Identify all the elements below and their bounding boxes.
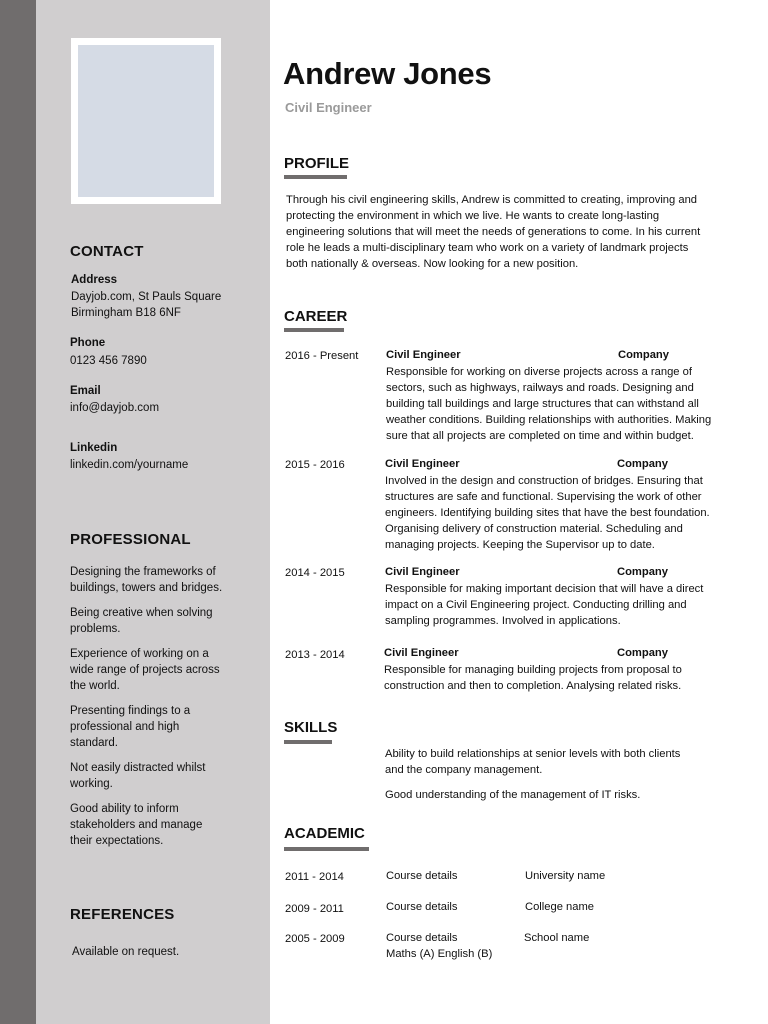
- photo-placeholder: [78, 45, 214, 197]
- academic-underline: [284, 847, 369, 851]
- career-description: Responsible for making important decision that will have a direct impact on a Civil Engineering project. Conducting drilling and sampling programmes. Involved in applications.: [385, 583, 704, 627]
- skills-item: Good understanding of the management of IT risks.: [385, 789, 641, 801]
- academic-institution: University name: [525, 870, 606, 882]
- professional-item: Experience of working on a wide range of projects across the world.: [70, 648, 220, 692]
- professional-item: Not easily distracted whilst working.: [70, 762, 206, 790]
- address-line-1: Dayjob.com, St Pauls Square: [71, 291, 222, 303]
- career-description: Involved in the design and construction of bridges. Ensuring that structures are safe and functional. Supervising the work of other engineers. Identifying building sites that have the best foundation. Organising delivery of construction material. Scheduling and managing projects. Keeping the Supervisor up to date.: [385, 475, 710, 551]
- references-heading: REFERENCES: [70, 906, 175, 923]
- academic-course: Course details: [386, 932, 458, 944]
- professional-item: Good ability to inform stakeholders and manage their expectations.: [70, 803, 203, 847]
- academic-heading: ACADEMIC: [284, 825, 365, 842]
- career-dates: 2015 - 2016: [285, 459, 345, 471]
- email-label: Email: [70, 385, 101, 397]
- contact-heading: CONTACT: [70, 243, 144, 260]
- professional-heading: PROFESSIONAL: [70, 531, 191, 548]
- profile-heading: PROFILE: [284, 155, 350, 172]
- career-company: Company: [617, 566, 668, 578]
- phone-label: Phone: [70, 337, 106, 349]
- profile-photo: [71, 38, 221, 204]
- address-line-2: Birmingham B18 6NF: [71, 307, 181, 319]
- job-title: Civil Engineer: [285, 100, 372, 115]
- skills-item: Ability to build relationships at senior levels with both clients and the company management.: [385, 748, 681, 776]
- professional-item: Presenting findings to a professional and high standard.: [70, 705, 191, 749]
- career-dates: 2013 - 2014: [285, 649, 345, 661]
- references-text: Available on request.: [72, 946, 180, 958]
- academic-course: Course details: [386, 870, 458, 882]
- career-role: Civil Engineer: [384, 647, 459, 659]
- skills-heading: SKILLS: [284, 719, 338, 736]
- phone-value: 0123 456 7890: [70, 355, 147, 367]
- academic-dates: 2009 - 2011: [285, 903, 344, 915]
- career-role: Civil Engineer: [385, 458, 460, 470]
- professional-item: Designing the frameworks of buildings, towers and bridges.: [70, 566, 223, 594]
- email-link[interactable]: info@dayjob.com: [70, 402, 160, 414]
- career-description: Responsible for working on diverse projects across a range of sectors, such as highways, railways and roads. Designing and building tall buildings and large structures that can withstand all weather conditions. Building relationships with authorities. Making sure that all projects are completed on time and within budget.: [386, 366, 712, 442]
- career-dates: 2016 - Present: [285, 350, 359, 362]
- linkedin-label: Linkedin: [70, 442, 118, 454]
- career-company: Company: [618, 349, 669, 361]
- skills-underline: [284, 740, 332, 744]
- profile-underline: [284, 175, 347, 179]
- academic-dates: 2005 - 2009: [285, 933, 345, 945]
- profile-text: Through his civil engineering skills, Andrew is committed to creating, improving and protecting the environment in which we live. He wants to create long-lasting engineering solutions that will meet the needs of generations to come. In his current role he leads a multi-disciplinary team who work on a variety of landmark projects both nationally & overseas. Now looking for a new position.: [286, 194, 701, 270]
- career-role: Civil Engineer: [386, 349, 461, 361]
- left-accent-strip: [0, 0, 36, 1024]
- career-description: Responsible for managing building projects from proposal to construction and then to completion. Analysing related risks.: [384, 664, 682, 692]
- academic-institution: School name: [524, 932, 590, 944]
- academic-course: Course details: [386, 901, 458, 913]
- career-company: Company: [617, 458, 668, 470]
- candidate-name: Andrew Jones: [283, 56, 492, 91]
- career-underline: [284, 328, 344, 332]
- professional-item: Being creative when solving problems.: [70, 607, 213, 635]
- career-company: Company: [617, 647, 668, 659]
- academic-extra: Maths (A) English (B): [386, 948, 493, 960]
- career-dates: 2014 - 2015: [285, 567, 345, 579]
- academic-institution: College name: [525, 901, 595, 913]
- address-label: Address: [71, 274, 118, 286]
- career-heading: CAREER: [284, 308, 348, 325]
- academic-dates: 2011 - 2014: [285, 871, 344, 883]
- career-role: Civil Engineer: [385, 566, 460, 578]
- linkedin-link[interactable]: linkedin.com/yourname: [70, 459, 189, 471]
